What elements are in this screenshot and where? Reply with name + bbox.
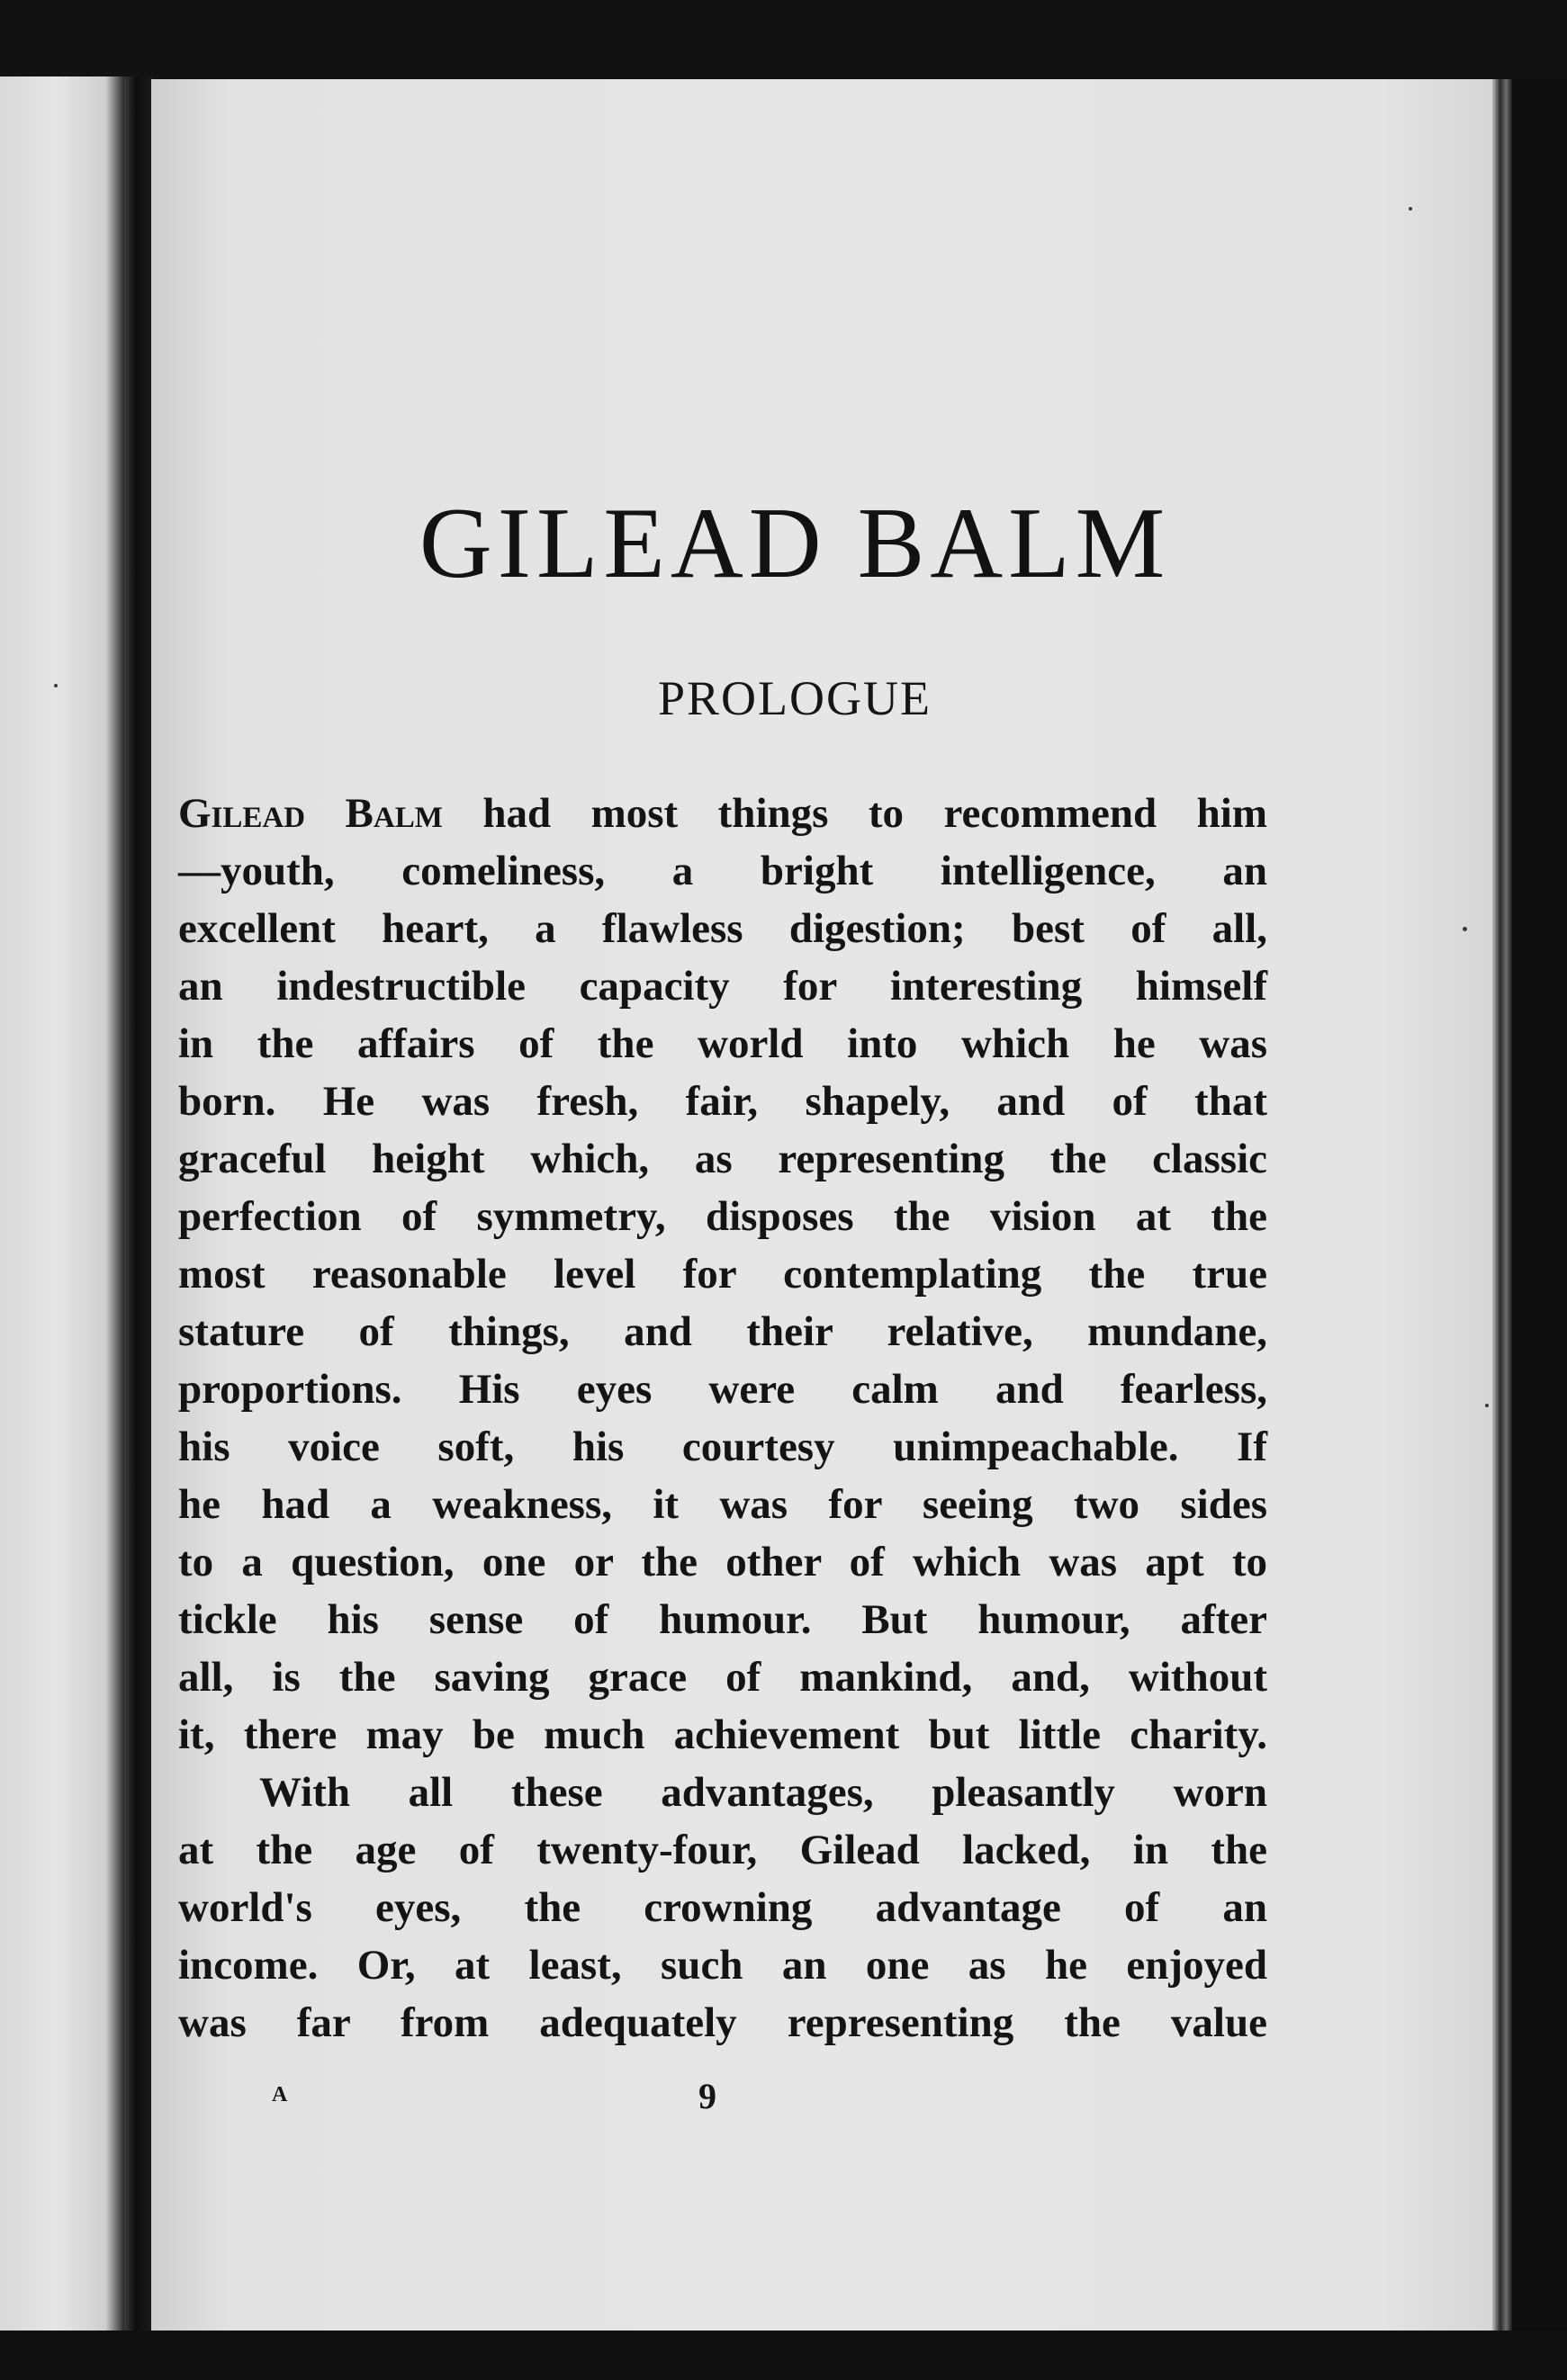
- scan-bottom-border: [0, 2331, 1567, 2380]
- scan-speck: [1485, 1404, 1489, 1407]
- text-line: all, is the saving grace of mankind, and, without: [178, 1654, 1267, 1701]
- scan-speck: [54, 684, 58, 687]
- section-heading: PROLOGUE: [657, 671, 932, 725]
- previous-page-edge: [0, 76, 124, 2335]
- text-line: tickle his sense of humour. But humour, after: [178, 1596, 1267, 1643]
- text-line-content: had most things to recommend him: [442, 790, 1267, 837]
- text-line: most reasonable level for contemplating the true: [178, 1251, 1267, 1298]
- text-line: With all these advantages, pleasantly worn: [259, 1769, 1267, 1816]
- text-line: at the age of twenty-four, Gilead lacked, in the: [178, 1827, 1267, 1873]
- text-line: world's eyes, the crowning advantage of an: [178, 1884, 1267, 1931]
- page-right-edge: [1492, 79, 1512, 2333]
- text-line: excellent heart, a flawless digestion; best of all,: [178, 905, 1267, 952]
- signature-mark: A: [272, 2083, 288, 2106]
- text-line: in the affairs of the world into which he was: [178, 1020, 1267, 1067]
- text-line: born. He was fresh, fair, shapely, and of that: [178, 1078, 1267, 1125]
- page-number: 9: [698, 2076, 716, 2116]
- text-line: proportions. His eyes were calm and fearless,: [178, 1366, 1267, 1413]
- text-line: it, there may be much achievement but little charity.: [178, 1711, 1267, 1758]
- scan-speck: [1409, 207, 1412, 211]
- text-line: to a question, one or the other of which was apt to: [178, 1539, 1267, 1585]
- body-text: [178, 785, 1267, 2052]
- binding-gutter: [124, 76, 153, 2335]
- text-line: [178, 785, 1267, 842]
- text-line: graceful height which, as representing the classic: [178, 1136, 1267, 1182]
- book-title: GILEAD BALM: [419, 488, 1171, 599]
- scan-top-border: [0, 0, 1567, 79]
- text-line: an indestructible capacity for interesting himself: [178, 963, 1267, 1010]
- scan-right-border: [1512, 79, 1567, 2333]
- lead-in-smallcaps: Gilead Balm: [178, 790, 443, 837]
- text-line: —youth, comeliness, a bright intelligence, an: [178, 848, 1267, 894]
- text-line: perfection of symmetry, disposes the vision at the: [178, 1193, 1267, 1240]
- text-line: his voice soft, his courtesy unimpeachable. If: [178, 1424, 1267, 1470]
- scan-speck: [1463, 927, 1467, 931]
- text-line: income. Or, at least, such an one as he enjoyed: [178, 1942, 1267, 1989]
- text-line: he had a weakness, it was for seeing two sides: [178, 1481, 1267, 1528]
- text-line: stature of things, and their relative, mundane,: [178, 1308, 1267, 1355]
- text-line: was far from adequately representing the value: [178, 1999, 1267, 2046]
